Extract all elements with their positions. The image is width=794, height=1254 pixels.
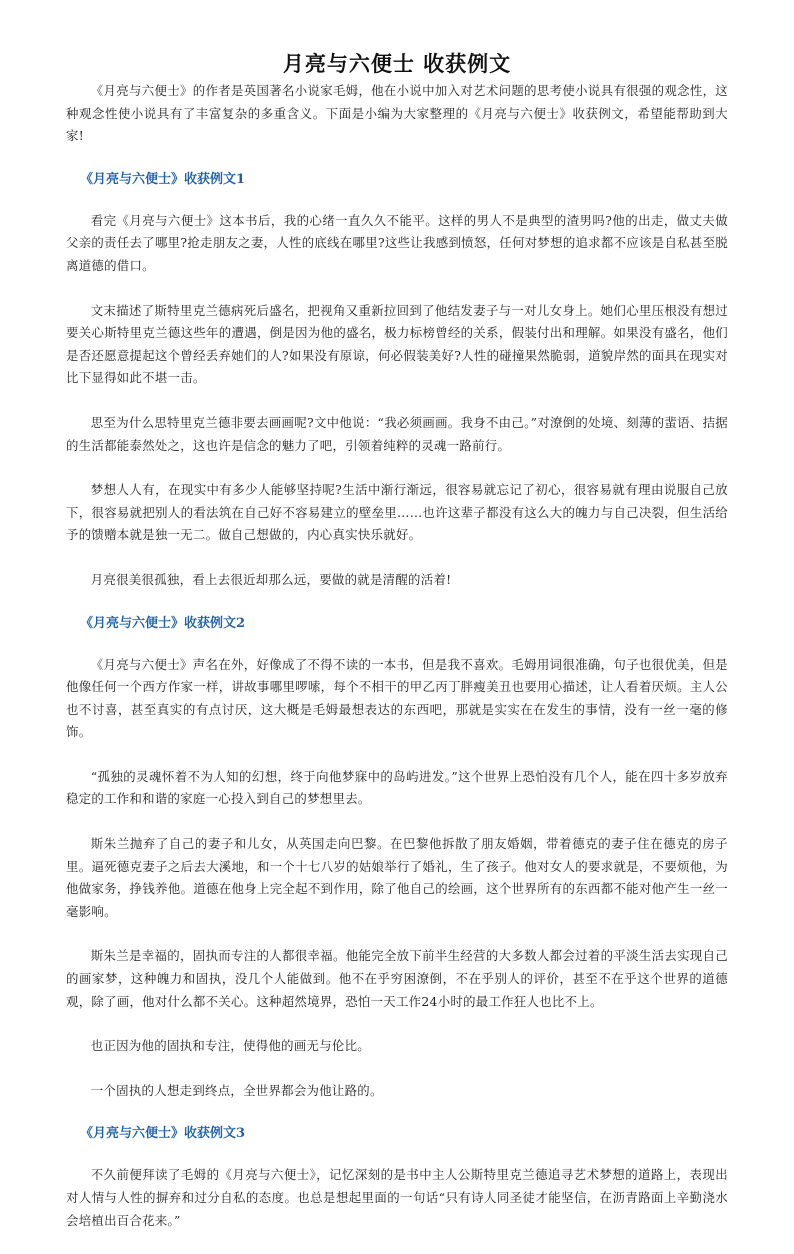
paragraph: 一个固执的人想走到终点，全世界都会为他让路的。 xyxy=(90,1082,383,1098)
paragraph: 《月亮与六便士》声名在外，好像成了不得不读的一本书，但是我不喜欢。毛姆用词很准确，句子也很优美，但是他像任何一个西方作家一样，讲故事哪里啰嗦，每个不相干的甲乙丙丁胖瘦美丑也要用心描述，让人看着厌烦。主人公也不讨喜，甚至真实的有点讨厌，这大概是毛姆最想表达的东西吧，那就是实实在在发生的事情，没有一丝一毫的修饰。 xyxy=(66,656,728,740)
article-body xyxy=(66,80,728,1254)
paragraph: 也正因为他的固执和专注，使得他的画无与伦比。 xyxy=(90,1038,370,1054)
section-heading-1: 《月亮与六便士》收获例文1 xyxy=(80,171,246,187)
paragraph: 不久前便拜读了毛姆的《月亮与六便士》，记忆深刻的是书中主人公斯特里克兰德追寻艺术梦想的道路上，表现出对人情与人性的摒弃和过分自私的态度。也总是想起里面的一句话“只有诗人同圣徒才能坚信，在沥青路面上辛勤浇水会培植出百合花来。” xyxy=(66,1167,728,1228)
paragraph: 看完《月亮与六便士》这本书后，我的心绪一直久久不能平。这样的男人不是典型的渣男吗?他的出走，做丈夫做父亲的责任去了哪里?抢走朋友之妻，人性的底线在哪里?这些让我感到愤怒，任何对梦想的追求都不应该是自私甚至脱离道德的借口。 xyxy=(66,212,728,273)
paragraph: 思至为什么思特里克兰德非要去画画呢?文中他说：“我必须画画。我身不由己。”对潦倒的处境、刻薄的蜚语、拮据的生活都能泰然处之，这也许是信念的魅力了吧，引领着纯粹的灵魂一路前行。 xyxy=(66,414,728,453)
section-heading-3: 《月亮与六便士》收获例文3 xyxy=(80,1126,246,1142)
intro-paragraph: 《月亮与六便士》的作者是英国著名小说家毛姆，他在小说中加入对艺术问题的思考使小说具有很强的观念性，这种观念性使小说具有了丰富复杂的多重含义。下面是小编为大家整理的《月亮与六便士》收获例文，希望能帮助到大家! xyxy=(66,83,728,144)
section-heading-2: 《月亮与六便士》收获例文2 xyxy=(80,615,246,631)
page-title: 月亮与六便士 收获例文 xyxy=(282,52,512,77)
paragraph: 文末描述了斯特里克兰德病死后盛名，把视角又重新拉回到了他结发妻子与一对儿女身上。她们心里压根没有想过要关心斯特里克兰德这些年的遭遇，倒是因为他的盛名，极力标榜曾经的关系，假装付出和理解。如果没有盛名，他们是否还愿意提起这个曾经丢弃她们的人?如果没有原谅，何必假装美好?人性的碰撞果然脆弱，道貌岸然的面具在现实对比下显得如此不堪一击。 xyxy=(66,302,728,386)
paragraph: 梦想人人有，在现实中有多少人能够坚持呢?生活中渐行渐远，很容易就忘记了初心，很容易就有理由说服自己放下，很容易就把别人的看法筑在自己好不容易建立的壁垒里……也许这辈子都没有这么大的魄力与自己决裂，但生活给予的馈赠本就是独一无二。做自己想做的，内心真实快乐就好。 xyxy=(66,482,728,543)
paragraph: 月亮很美很孤独，看上去很近却那么远，要做的就是清醒的活着! xyxy=(90,571,452,587)
paragraph: 斯朱兰抛弃了自己的妻子和儿女，从英国走向巴黎。在巴黎他拆散了朋友婚姻，带着德克的妻子住在德克的房子里。逼死德克妻子之后去大溪地，和一个十七八岁的姑娘举行了婚礼，生了孩子。他对女人的要求就是，不要烦他，为他做家务，挣钱养他。道德在他身上完全起不到作用，除了他自己的绘画，这个世界所有的东西都不能对他产生一丝一毫影响。 xyxy=(66,836,728,919)
paragraph: 斯朱兰是幸福的，固执而专注的人都很幸福。他能完全放下前半生经营的大多数人都会过着的平淡生活去实现自己的画家梦，这种魄力和固执，没几个人能做到。他不在乎穷困潦倒，不在乎别人的评价，甚至不在乎这个世界的道德观，除了画，他对什么都不关心。这种超然境界，恐怕一天工作24小时的最工作狂人也比不上。 xyxy=(66,948,728,1009)
paragraph: “孤独的灵魂怀着不为人知的幻想，终于向他梦寐中的岛屿进发。”这个世界上恐怕没有几个人，能在四十多岁放弃稳定的工作和和谐的家庭一心投入到自己的梦想里去。 xyxy=(66,768,728,807)
